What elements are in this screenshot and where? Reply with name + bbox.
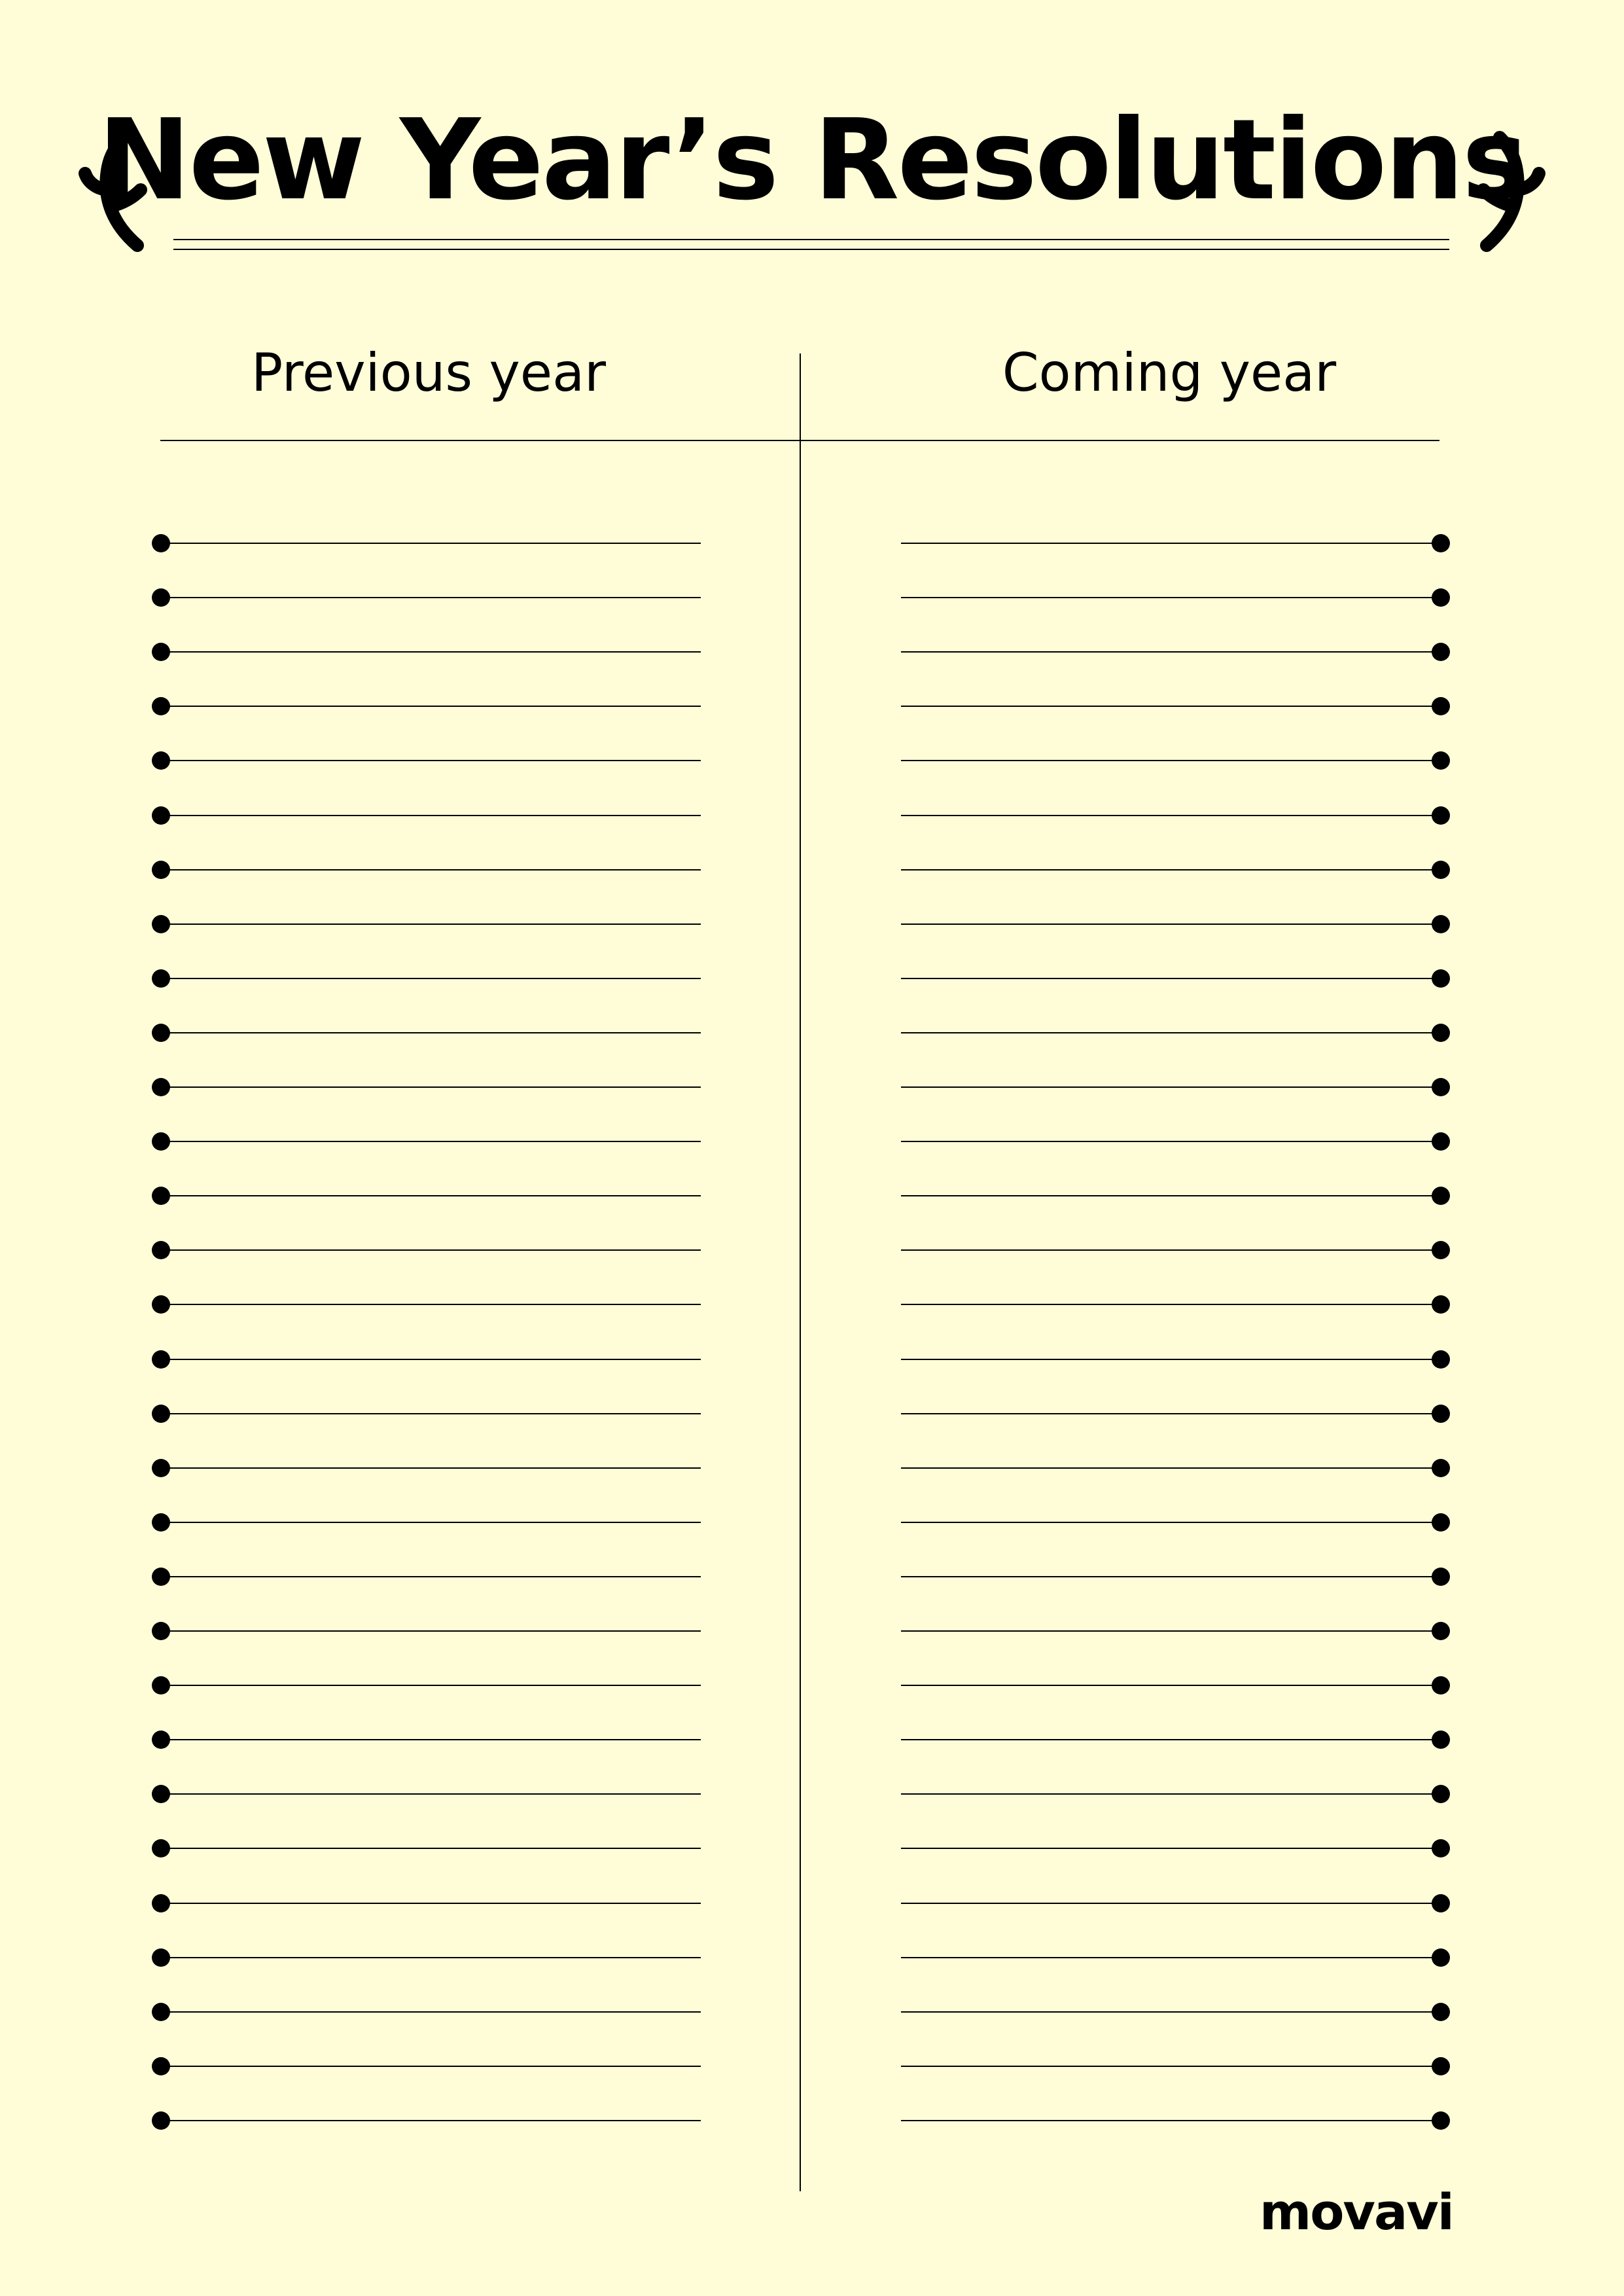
bullet-icon (152, 2057, 170, 2075)
bullet-icon (152, 588, 170, 607)
previous-year-entry-line[interactable] (161, 1903, 701, 1904)
bullet-icon (1432, 1350, 1450, 1369)
coming-year-entry-line[interactable] (901, 1249, 1441, 1251)
bullet-icon (152, 1350, 170, 1369)
previous-year-entry-line[interactable] (161, 2120, 701, 2121)
bullet-icon (1432, 1894, 1450, 1912)
coming-year-entry-line[interactable] (901, 1032, 1441, 1033)
bullet-icon (152, 1839, 170, 1857)
previous-year-entry-line[interactable] (161, 1576, 701, 1577)
column-header-previous-year: Previous year (251, 342, 606, 403)
coming-year-entry-line[interactable] (901, 1685, 1441, 1686)
coming-year-entry-line[interactable] (901, 1195, 1441, 1196)
previous-year-entry-line[interactable] (161, 1848, 701, 1849)
bullet-icon (152, 1676, 170, 1695)
bullet-icon (1432, 1948, 1450, 1967)
coming-year-entry-line[interactable] (901, 869, 1441, 870)
coming-year-entry-line[interactable] (901, 978, 1441, 979)
bullet-icon (1432, 588, 1450, 607)
bullet-icon (152, 1078, 170, 1096)
title-underline-bottom (173, 249, 1449, 250)
bullet-icon (152, 1024, 170, 1042)
coming-year-entry-line[interactable] (901, 2066, 1441, 2067)
bullet-icon (152, 915, 170, 933)
bullet-icon (1432, 1785, 1450, 1803)
coming-year-entry-line[interactable] (901, 2120, 1441, 2121)
bullet-icon (1432, 1405, 1450, 1423)
bullet-icon (152, 643, 170, 661)
coming-year-entry-line[interactable] (901, 1304, 1441, 1305)
bullet-icon (1432, 1078, 1450, 1096)
bullet-icon (1432, 806, 1450, 825)
bullet-icon (1432, 1839, 1450, 1857)
antler-icon-right (1477, 128, 1549, 259)
page-title: New Year’s Resolutions (97, 96, 1527, 225)
previous-year-entry-line[interactable] (161, 1413, 701, 1414)
previous-year-entry-line[interactable] (161, 1793, 701, 1795)
bullet-icon (152, 1622, 170, 1640)
bullet-icon (1432, 1187, 1450, 1205)
previous-year-entry-line[interactable] (161, 1032, 701, 1033)
bullet-icon (152, 806, 170, 825)
bullet-icon (152, 861, 170, 879)
bullet-icon (152, 1132, 170, 1151)
previous-year-entry-line[interactable] (161, 1685, 701, 1686)
bullet-icon (1432, 1676, 1450, 1695)
bullet-icon (152, 1513, 170, 1532)
bullet-icon (152, 2003, 170, 2021)
bullet-icon (152, 697, 170, 715)
bullet-icon (1432, 915, 1450, 933)
bullet-icon (152, 1948, 170, 1967)
coming-year-entry-line[interactable] (901, 760, 1441, 761)
previous-year-entry-line[interactable] (161, 1304, 701, 1305)
bullet-icon (152, 2111, 170, 2130)
coming-year-entry-line[interactable] (901, 924, 1441, 925)
coming-year-entry-line[interactable] (901, 1957, 1441, 1958)
previous-year-entry-line[interactable] (161, 1739, 701, 1740)
bullet-icon (152, 1405, 170, 1423)
previous-year-entry-line[interactable] (161, 1359, 701, 1360)
previous-year-entry-line[interactable] (161, 1522, 701, 1523)
previous-year-entry-line[interactable] (161, 1249, 701, 1251)
previous-year-entry-line[interactable] (161, 924, 701, 925)
bullet-icon (152, 751, 170, 770)
coming-year-entry-line[interactable] (901, 1086, 1441, 1088)
bullet-icon (1432, 969, 1450, 988)
bullet-icon (152, 1241, 170, 1259)
previous-year-entry-line[interactable] (161, 597, 701, 598)
bullet-icon (152, 1187, 170, 1205)
bullet-icon (152, 1894, 170, 1912)
bullet-icon (152, 1731, 170, 1749)
bullet-icon (1432, 643, 1450, 661)
previous-year-entry-line[interactable] (161, 1086, 701, 1088)
bullet-icon (152, 1295, 170, 1314)
previous-year-entry-line[interactable] (161, 1195, 701, 1196)
previous-year-entry-line[interactable] (161, 815, 701, 816)
bullet-icon (1432, 534, 1450, 552)
previous-year-entry-line[interactable] (161, 1630, 701, 1632)
bullet-icon (152, 1459, 170, 1477)
coming-year-entry-line[interactable] (901, 1630, 1441, 1632)
bullet-icon (1432, 1513, 1450, 1532)
bullet-icon (1432, 1459, 1450, 1477)
coming-year-entry-line[interactable] (901, 1848, 1441, 1849)
previous-year-entry-line[interactable] (161, 2066, 701, 2067)
coming-year-entry-line[interactable] (901, 1903, 1441, 1904)
coming-year-entry-line[interactable] (901, 1141, 1441, 1142)
bullet-icon (1432, 861, 1450, 879)
previous-year-entry-line[interactable] (161, 706, 701, 707)
previous-year-entry-line[interactable] (161, 760, 701, 761)
coming-year-entry-line[interactable] (901, 706, 1441, 707)
column-divider (800, 353, 801, 2191)
bullet-icon (152, 1568, 170, 1586)
movavi-logo: movavi (1260, 2183, 1453, 2241)
coming-year-entry-line[interactable] (901, 2011, 1441, 2013)
coming-year-entry-line[interactable] (901, 1739, 1441, 1740)
previous-year-entry-line[interactable] (161, 978, 701, 979)
previous-year-entry-line[interactable] (161, 1957, 701, 1958)
coming-year-entry-line[interactable] (901, 1576, 1441, 1577)
bullet-icon (152, 1785, 170, 1803)
coming-year-entry-line[interactable] (901, 1359, 1441, 1360)
bullet-icon (1432, 2057, 1450, 2075)
coming-year-entry-line[interactable] (901, 1522, 1441, 1523)
bullet-icon (152, 969, 170, 988)
coming-year-entry-line[interactable] (901, 597, 1441, 598)
previous-year-entry-line[interactable] (161, 543, 701, 544)
bullet-icon (1432, 751, 1450, 770)
coming-year-entry-line[interactable] (901, 651, 1441, 653)
bullet-icon (1432, 2111, 1450, 2130)
bullet-icon (1432, 1132, 1450, 1151)
column-header-coming-year: Coming year (1002, 342, 1337, 403)
bullet-icon (1432, 1241, 1450, 1259)
title-underline-top (173, 239, 1449, 240)
previous-year-entry-line[interactable] (161, 1467, 701, 1469)
previous-year-entry-line[interactable] (161, 2011, 701, 2013)
coming-year-entry-line[interactable] (901, 1413, 1441, 1414)
coming-year-entry-line[interactable] (901, 1467, 1441, 1469)
previous-year-entry-line[interactable] (161, 869, 701, 870)
coming-year-entry-line[interactable] (901, 1793, 1441, 1795)
bullet-icon (1432, 1024, 1450, 1042)
bullet-icon (1432, 1295, 1450, 1314)
bullet-icon (1432, 1568, 1450, 1586)
previous-year-entry-line[interactable] (161, 1141, 701, 1142)
bullet-icon (1432, 1622, 1450, 1640)
bullet-icon (1432, 697, 1450, 715)
previous-year-entry-line[interactable] (161, 651, 701, 653)
bullet-icon (1432, 1731, 1450, 1749)
coming-year-entry-line[interactable] (901, 543, 1441, 544)
coming-year-entry-line[interactable] (901, 815, 1441, 816)
bullet-icon (1432, 2003, 1450, 2021)
bullet-icon (152, 534, 170, 552)
